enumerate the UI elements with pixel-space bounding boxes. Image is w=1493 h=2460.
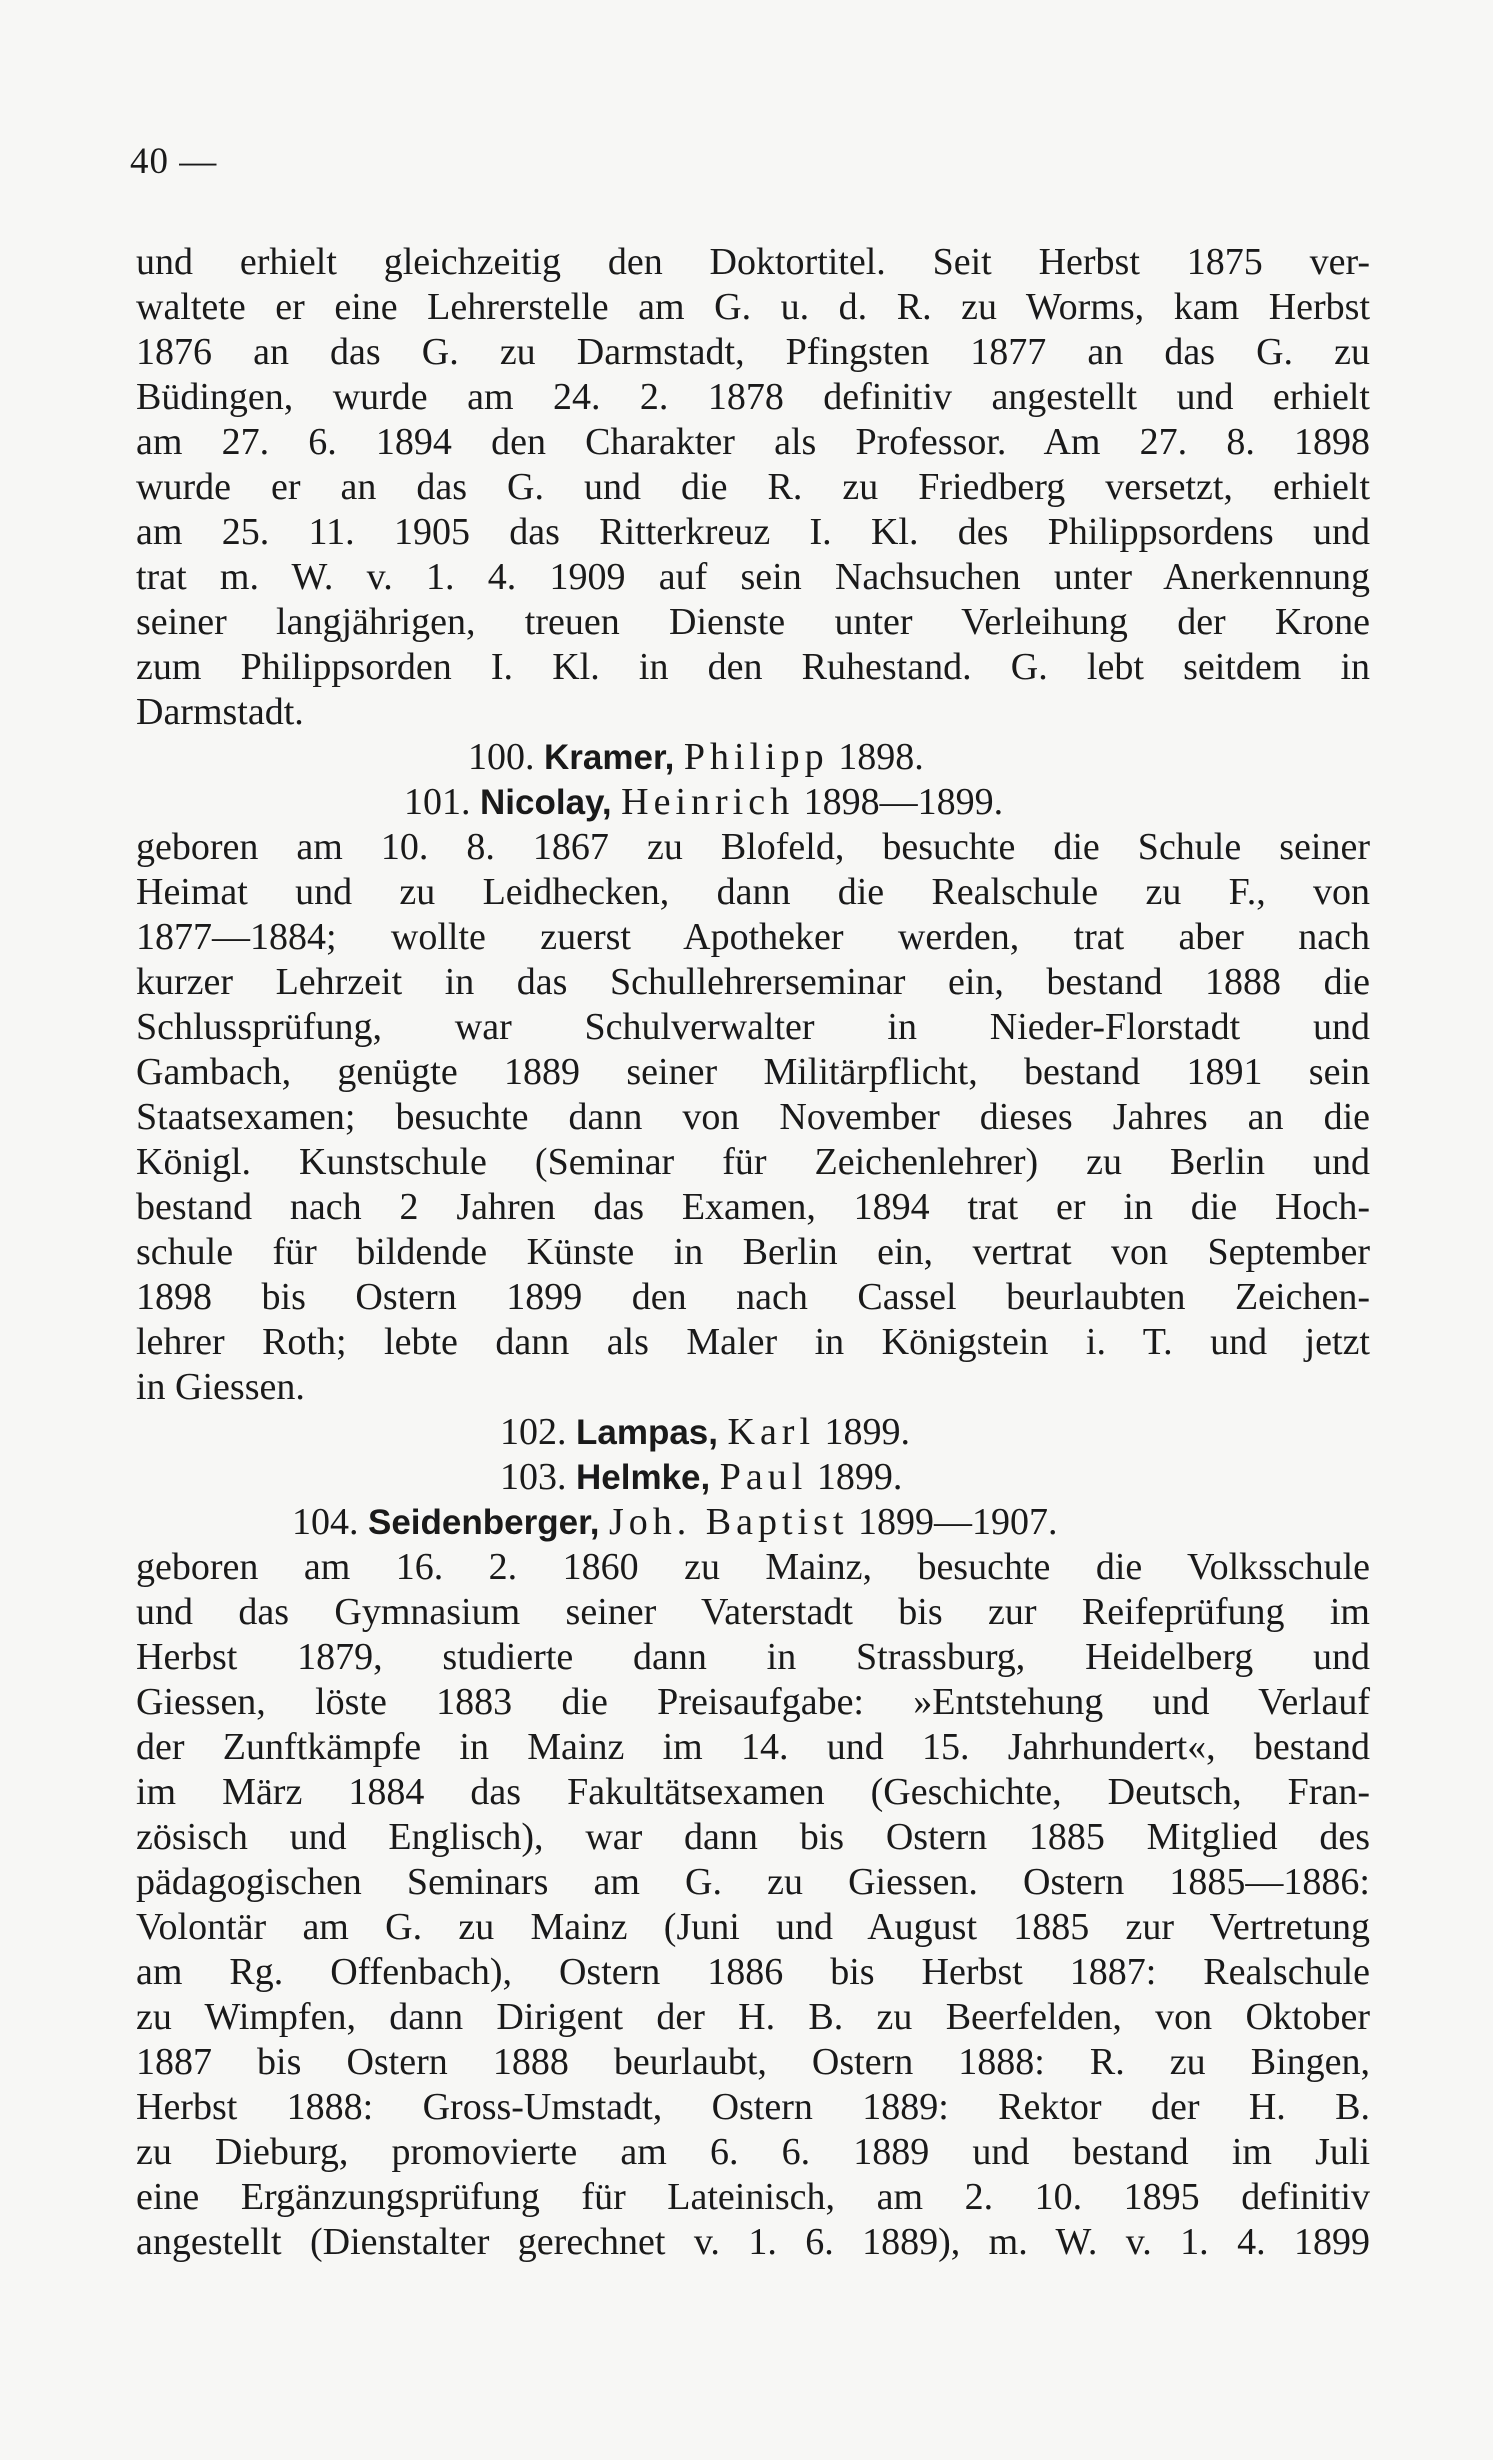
text-line: Staatsexamen; besuchte dann von November dieses Jahres an die [136, 1096, 1370, 1138]
text-line: am 27. 6. 1894 den Charakter als Professor. Am 27. 8. 1898 [136, 421, 1370, 463]
text-line: im März 1884 das Fakultätsexamen (Geschichte, Deutsch, Fran- [136, 1771, 1370, 1813]
entry-given-name: Philipp [683, 736, 829, 778]
entry-surname: Kramer, [544, 738, 675, 777]
paragraph-entry-104 [136, 1545, 1370, 2265]
entry-given-name: Joh. Baptist [608, 1501, 849, 1543]
entry-years: 1899—1907. [857, 1501, 1058, 1543]
entry-heading-101 [136, 780, 1370, 825]
page-body [136, 240, 1370, 2265]
entry-heading-102 [136, 1410, 1370, 1455]
text-line: zum Philippsorden I. Kl. in den Ruhestand. G. lebt seitdem in [136, 646, 1370, 688]
entry-years: 1898—1899. [803, 781, 1004, 823]
text-line: geboren am 16. 2. 1860 zu Mainz, besuchte die Volksschule [136, 1546, 1370, 1588]
text-line: Heimat und zu Leidhecken, dann die Realschule zu F., von [136, 871, 1370, 913]
paragraph-entry-101 [136, 825, 1370, 1410]
text-line: seiner langjährigen, treuen Dienste unter Verleihung der Krone [136, 601, 1370, 643]
text-line: pädagogischen Seminars am G. zu Giessen. Ostern 1885—1886: [136, 1861, 1370, 1903]
text-line: 1898 bis Ostern 1899 den nach Cassel beurlaubten Zeichen- [136, 1276, 1370, 1318]
entry-heading-104 [136, 1500, 1370, 1545]
entry-surname: Seidenberger, [368, 1503, 600, 1542]
text-line: 1887 bis Ostern 1888 beurlaubt, Ostern 1888: R. zu Bingen, [136, 2041, 1370, 2083]
text-line: Herbst 1879, studierte dann in Strassburg, Heidelberg und [136, 1636, 1370, 1678]
text-line: Königl. Kunstschule (Seminar für Zeichenlehrer) zu Berlin und [136, 1141, 1370, 1183]
text-line: Büdingen, wurde am 24. 2. 1878 definitiv angestellt und erhielt [136, 376, 1370, 418]
text-line: und das Gymnasium seiner Vaterstadt bis zur Reifeprüfung im [136, 1591, 1370, 1633]
entry-years: 1899. [824, 1411, 911, 1453]
text-line: am 25. 11. 1905 das Ritterkreuz I. Kl. des Philippsordens und [136, 511, 1370, 553]
text-line: Darmstadt. [136, 691, 304, 733]
entry-heading-103 [136, 1455, 1370, 1500]
text-line: und erhielt gleichzeitig den Doktortitel. Seit Herbst 1875 ver- [136, 241, 1370, 283]
paragraph-continued [136, 240, 1370, 735]
text-line: Schlussprüfung, war Schulverwalter in Nieder-Florstadt und [136, 1006, 1370, 1048]
entry-years: 1898. [838, 736, 924, 778]
text-line: schule für bildende Künste in Berlin ein, vertrat von September [136, 1231, 1370, 1273]
entry-number: 100. [468, 736, 535, 778]
text-line: der Zunftkämpfe in Mainz im 14. und 15. Jahrhundert«, bestand [136, 1726, 1370, 1768]
text-line: angestellt (Dienstalter gerechnet v. 1. 6. 1889), m. W. v. 1. 4. 1899 [136, 2221, 1370, 2263]
text-line: 1877—1884; wollte zuerst Apotheker werden, trat aber nach [136, 916, 1370, 958]
entry-number: 102. [500, 1411, 567, 1453]
text-line: lehrer Roth; lebte dann als Maler in Königstein i. T. und jetzt [136, 1321, 1370, 1363]
entry-surname: Nicolay, [480, 783, 612, 822]
text-line: Giessen, löste 1883 die Preisaufgabe: »Entstehung und Verlauf [136, 1681, 1370, 1723]
text-line: Gambach, genügte 1889 seiner Militärpflicht, bestand 1891 sein [136, 1051, 1370, 1093]
entry-years: 1899. [816, 1456, 903, 1498]
text-line: trat m. W. v. 1. 4. 1909 auf sein Nachsuchen unter Anerkennung [136, 556, 1370, 598]
text-line: am Rg. Offenbach), Ostern 1886 bis Herbst 1887: Realschule [136, 1951, 1370, 1993]
text-line: zösisch und Englisch), war dann bis Ostern 1885 Mitglied des [136, 1816, 1370, 1858]
entry-number: 104. [292, 1501, 359, 1543]
entry-number: 103. [500, 1456, 567, 1498]
page-number: 40 — [130, 141, 218, 182]
entry-given-name: Heinrich [621, 781, 795, 823]
text-line: Herbst 1888: Gross-Umstadt, Ostern 1889: Rektor der H. B. [136, 2086, 1370, 2128]
text-line: geboren am 10. 8. 1867 zu Blofeld, besuchte die Schule seiner [136, 826, 1370, 868]
text-line: 1876 an das G. zu Darmstadt, Pfingsten 1877 an das G. zu [136, 331, 1370, 373]
entry-given-name: Paul [719, 1456, 808, 1498]
text-line: wurde er an das G. und die R. zu Friedberg versetzt, erhielt [136, 466, 1370, 508]
text-line: waltete er eine Lehrerstelle am G. u. d. R. zu Worms, kam Herbst [136, 286, 1370, 328]
entry-surname: Helmke, [576, 1458, 711, 1497]
text-line: in Giessen. [136, 1366, 305, 1408]
text-line: bestand nach 2 Jahren das Examen, 1894 trat er in die Hoch- [136, 1186, 1370, 1228]
text-line: eine Ergänzungsprüfung für Lateinisch, am 2. 10. 1895 definitiv [136, 2176, 1370, 2218]
text-line: Volontär am G. zu Mainz (Juni und August 1885 zur Vertretung [136, 1906, 1370, 1948]
text-line: zu Wimpfen, dann Dirigent der H. B. zu Beerfelden, von Oktober [136, 1996, 1370, 2038]
text-line: kurzer Lehrzeit in das Schullehrerseminar ein, bestand 1888 die [136, 961, 1370, 1003]
entry-number: 101. [404, 781, 471, 823]
text-line: zu Dieburg, promovierte am 6. 6. 1889 und bestand im Juli [136, 2131, 1370, 2173]
entry-surname: Lampas, [576, 1413, 718, 1452]
entry-given-name: Karl [727, 1411, 816, 1453]
entry-heading-100 [136, 735, 1370, 780]
